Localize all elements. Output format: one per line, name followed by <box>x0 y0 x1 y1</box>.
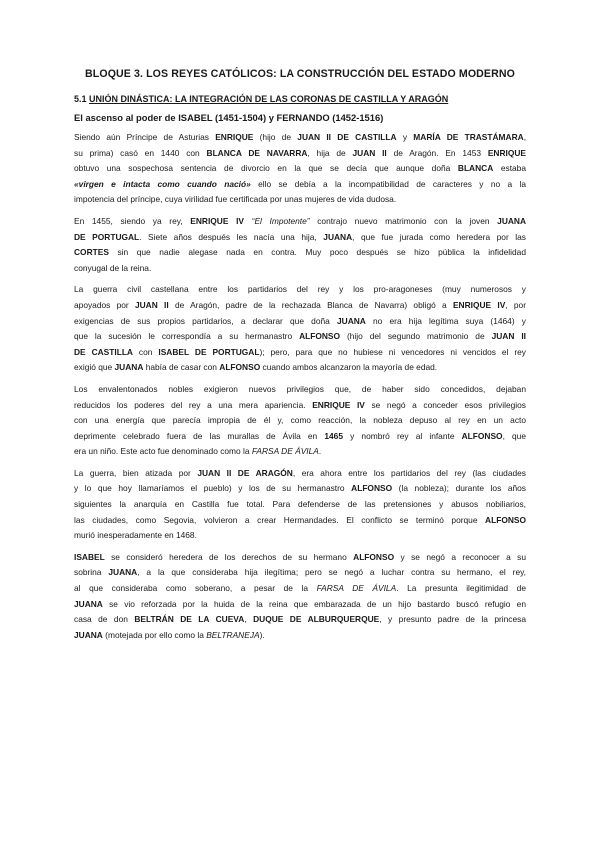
emphasis-text: JUANA <box>108 567 138 578</box>
text-run: ); pero, para que no hubiese ni vencedores ni vencidos el rey <box>259 346 526 357</box>
text-run: no era hija legítima suya (1464) y <box>365 315 526 326</box>
text-run: había de casar con <box>143 362 220 373</box>
text-run: , que <box>502 430 526 441</box>
emphasis-text: JUANA <box>114 362 144 373</box>
text-line <box>74 214 526 230</box>
text-run: . La presunta ilegitimidad de <box>396 583 526 594</box>
text-run: reducidos los poderes del rey a una mera apariencia. <box>74 399 313 410</box>
text-run: siguientes la anarquía en Castilla fue total. Para defenderse de las pretensiones y abusos nobiliarios, <box>74 499 526 510</box>
emphasis-text: ALFONSO <box>351 483 393 494</box>
text-line <box>74 298 526 314</box>
text-line <box>74 413 526 429</box>
emphasis-text: DUQUE DE ALBURQUERQUE <box>253 614 380 625</box>
emphasis-text: DE CASTILLA <box>74 346 133 357</box>
text-line <box>74 444 526 460</box>
text-run: se consideró heredera de los derechos de su hermano <box>104 551 354 562</box>
emphasis-text: BELTRÁN DE LA CUEVA <box>134 614 245 625</box>
text-run: La guerra civil castellana entre los partidarios del rey y los pro-aragoneses (muy numerosos y <box>74 284 526 295</box>
emphasis-text: MARÍA DE TRASTÁMARA <box>413 132 524 142</box>
text-line <box>74 398 526 414</box>
text-line <box>74 565 526 581</box>
text-run: , por <box>505 299 526 310</box>
paragraph <box>74 550 526 644</box>
emphasis-text: ALFONSO <box>299 331 341 342</box>
emphasis-text: 1465 <box>324 430 343 441</box>
text-run: sobrina <box>74 567 109 578</box>
text-run <box>244 216 252 226</box>
text-run: las ciudades, como Segovia, volvieron a crear Hermandades. El conflicto se terminó porque <box>74 514 486 525</box>
paragraph <box>74 466 526 544</box>
text-run: apoyados por <box>74 299 135 310</box>
emphasis-text: ENRIQUE IV <box>312 399 365 410</box>
text-run: deprimente celebrado fuera de las murallas de Ávila en <box>74 430 325 441</box>
text-run: , <box>523 132 527 142</box>
text-run: obtuvo una sospechosa sentencia de divorcio en la que se decía que aunque doña <box>74 163 458 174</box>
text-run: (hijo de <box>253 132 298 142</box>
text-line <box>74 161 526 177</box>
text-line <box>74 628 526 644</box>
emphasis-text: ALFONSO <box>219 362 261 373</box>
text-line <box>74 261 526 277</box>
text-run: (hijo del segundo matrimonio de <box>340 331 492 342</box>
emphasis-text: ALFONSO <box>461 430 503 441</box>
paragraph <box>74 130 526 208</box>
text-run: casa de don <box>74 614 135 625</box>
emphasis-text: ENRIQUE <box>215 132 254 142</box>
emphasis-text: ENRIQUE IV <box>452 299 506 310</box>
text-run: . Siete años después les nacía una hija, <box>139 231 324 242</box>
text-line <box>74 130 526 146</box>
emphasis-text: “El Impotente” <box>251 215 310 226</box>
text-line <box>74 345 526 361</box>
emphasis-text: ISABEL <box>74 551 105 562</box>
emphasis-text: JUANA <box>497 215 527 226</box>
paragraph <box>74 214 526 276</box>
text-line <box>74 329 526 345</box>
text-run: impotencia del príncipe, cuya virilidad fue certificada por unas mujeres de vida dudosa. <box>74 194 397 205</box>
text-run: , que fue jurada como heredera por las <box>352 231 526 242</box>
subsection-heading: El ascenso al poder de ISABEL (1451-1504) y FERNANDO (1452-1516) <box>74 112 384 123</box>
text-run: sin que nadie alegase nada en contra. Muy poco después se hizo pública la infidelidad <box>108 247 526 258</box>
text-run: Los envalentonados nobles exigieron nuevos privilegios que, de haber sido concedidos, dejaban <box>74 383 526 394</box>
text-run: , y presunto padre de la princesa <box>379 614 526 625</box>
text-line <box>74 146 526 162</box>
emphasis-text: JUANA <box>336 315 366 326</box>
section-heading <box>74 94 526 104</box>
text-line <box>74 550 526 566</box>
text-line <box>74 481 526 497</box>
emphasis-text: JUAN II <box>491 331 526 342</box>
text-line <box>74 382 526 398</box>
text-run: y <box>396 132 414 142</box>
emphasis-text: JUANA <box>323 231 353 242</box>
text-run: su prima) casó en 1440 con <box>74 147 207 158</box>
emphasis-text: BELTRANEJA <box>206 629 260 640</box>
text-run: estaba <box>493 163 526 174</box>
text-run: con <box>132 346 159 357</box>
text-run: de Aragón. En 1453 <box>386 147 488 158</box>
text-line <box>74 597 526 613</box>
emphasis-text: JUANA <box>74 629 103 640</box>
text-line <box>74 513 526 529</box>
text-run: con una energía que parecía impropia de él y, como reacción, la nobleza depuso al rey en un acto <box>74 415 526 426</box>
emphasis-text: JUAN II <box>352 147 387 158</box>
emphasis-text: «virgen e intacta como cuando nació» <box>74 178 251 189</box>
document-body <box>74 130 526 643</box>
text-run: que la sucesión le correspondía a su hermanastro <box>74 331 300 342</box>
text-run: , a la que consideraba hija ilegítima; pero se negó a luchar contra su hermano, el rey, <box>137 567 527 578</box>
emphasis-text: JUANA <box>74 598 103 609</box>
emphasis-text: FARSA DE ÁVILA <box>316 583 397 594</box>
text-run: y se negó a reconocer a su <box>394 551 526 562</box>
text-run: ). <box>259 629 265 640</box>
emphasis-text: JUAN II DE CASTILLA <box>297 132 397 142</box>
emphasis-text: FARSA DE ÁVILA <box>251 446 319 457</box>
text-line <box>74 314 526 330</box>
emphasis-text: ENRIQUE <box>487 147 526 158</box>
text-run: y lo que hoy llamaríamos el pueblo) y los de su hermanastro <box>74 483 352 494</box>
text-run: (la nobleza); durante los años <box>392 483 526 494</box>
emphasis-text: ALFONSO <box>485 514 526 525</box>
text-run: cuando ambos alcanzaron la mayoría de edad. <box>260 362 438 373</box>
emphasis-text: BLANCA DE NAVARRA <box>206 147 308 158</box>
text-run: se negó a conceder esos privilegios <box>364 399 526 410</box>
section-title: UNIÓN DINÁSTICA: LA INTEGRACIÓN DE LAS CORONAS DE CASTILLA Y ARAGÓN <box>89 94 449 104</box>
text-run: al que consideraba como soberano, a pesar de la <box>74 583 317 594</box>
text-line <box>74 282 526 298</box>
text-run: , <box>244 614 254 625</box>
text-run: (motejada por ello como la <box>102 629 207 640</box>
emphasis-text: ENRIQUE IV <box>190 215 244 226</box>
text-line <box>74 192 526 208</box>
emphasis-text: DE PORTUGAL <box>74 231 140 242</box>
document-page <box>74 68 526 649</box>
document-title: BLOQUE 3. LOS REYES CATÓLICOS: LA CONSTRUCCIÓN DEL ESTADO MODERNO <box>85 68 515 80</box>
section-number: 5.1 <box>74 94 87 104</box>
text-run: En 1455, siendo ya rey, <box>74 215 191 226</box>
text-line <box>74 528 526 544</box>
emphasis-text: ALFONSO <box>353 551 395 562</box>
text-line <box>74 466 526 482</box>
text-line <box>74 612 526 628</box>
text-run: Siendo aún Príncipe de Asturias <box>74 132 216 142</box>
paragraph <box>74 382 526 460</box>
text-line <box>74 581 526 597</box>
text-run: conyugal de la reina. <box>74 262 152 273</box>
emphasis-text: JUAN II <box>134 299 169 310</box>
text-run: . <box>318 446 322 457</box>
text-run: ello se debía a la incompatibilidad de caracteres y no a la <box>250 178 526 189</box>
text-line <box>74 177 526 193</box>
text-run: de Aragón, padre de la rechazada Blanca de Navarra) obligó a <box>168 299 453 310</box>
text-run: se vio reforzada por la huida de la reina que embarazada de un hijo bastardo buscó refugio en <box>102 598 526 609</box>
emphasis-text: ISABEL DE PORTUGAL <box>158 346 260 357</box>
text-run: era un niño. Este acto fue denominado como la <box>74 446 252 457</box>
text-line <box>74 429 526 445</box>
paragraph <box>74 282 526 376</box>
text-run: y nombró rey al infante <box>342 430 462 441</box>
emphasis-text: JUAN II DE ARAGÓN <box>197 467 293 478</box>
text-run: exigencias de sus propios partidarios, a declarar que doña <box>74 315 337 326</box>
emphasis-text: CORTES <box>74 247 109 258</box>
text-run: , era ahora entre los partidarios del rey (las ciudades <box>292 467 526 478</box>
text-run: murió inesperadamente en 1468. <box>74 530 197 541</box>
text-line <box>74 230 526 246</box>
text-run: exigió que <box>74 362 115 373</box>
text-line <box>74 497 526 513</box>
text-run: contrajo nuevo matrimonio con la joven <box>309 215 498 226</box>
text-line <box>74 245 526 261</box>
emphasis-text: BLANCA <box>457 163 494 174</box>
text-line <box>74 360 526 376</box>
text-run: , hija de <box>307 147 353 158</box>
text-run: La guerra, bien atizada por <box>74 467 198 478</box>
